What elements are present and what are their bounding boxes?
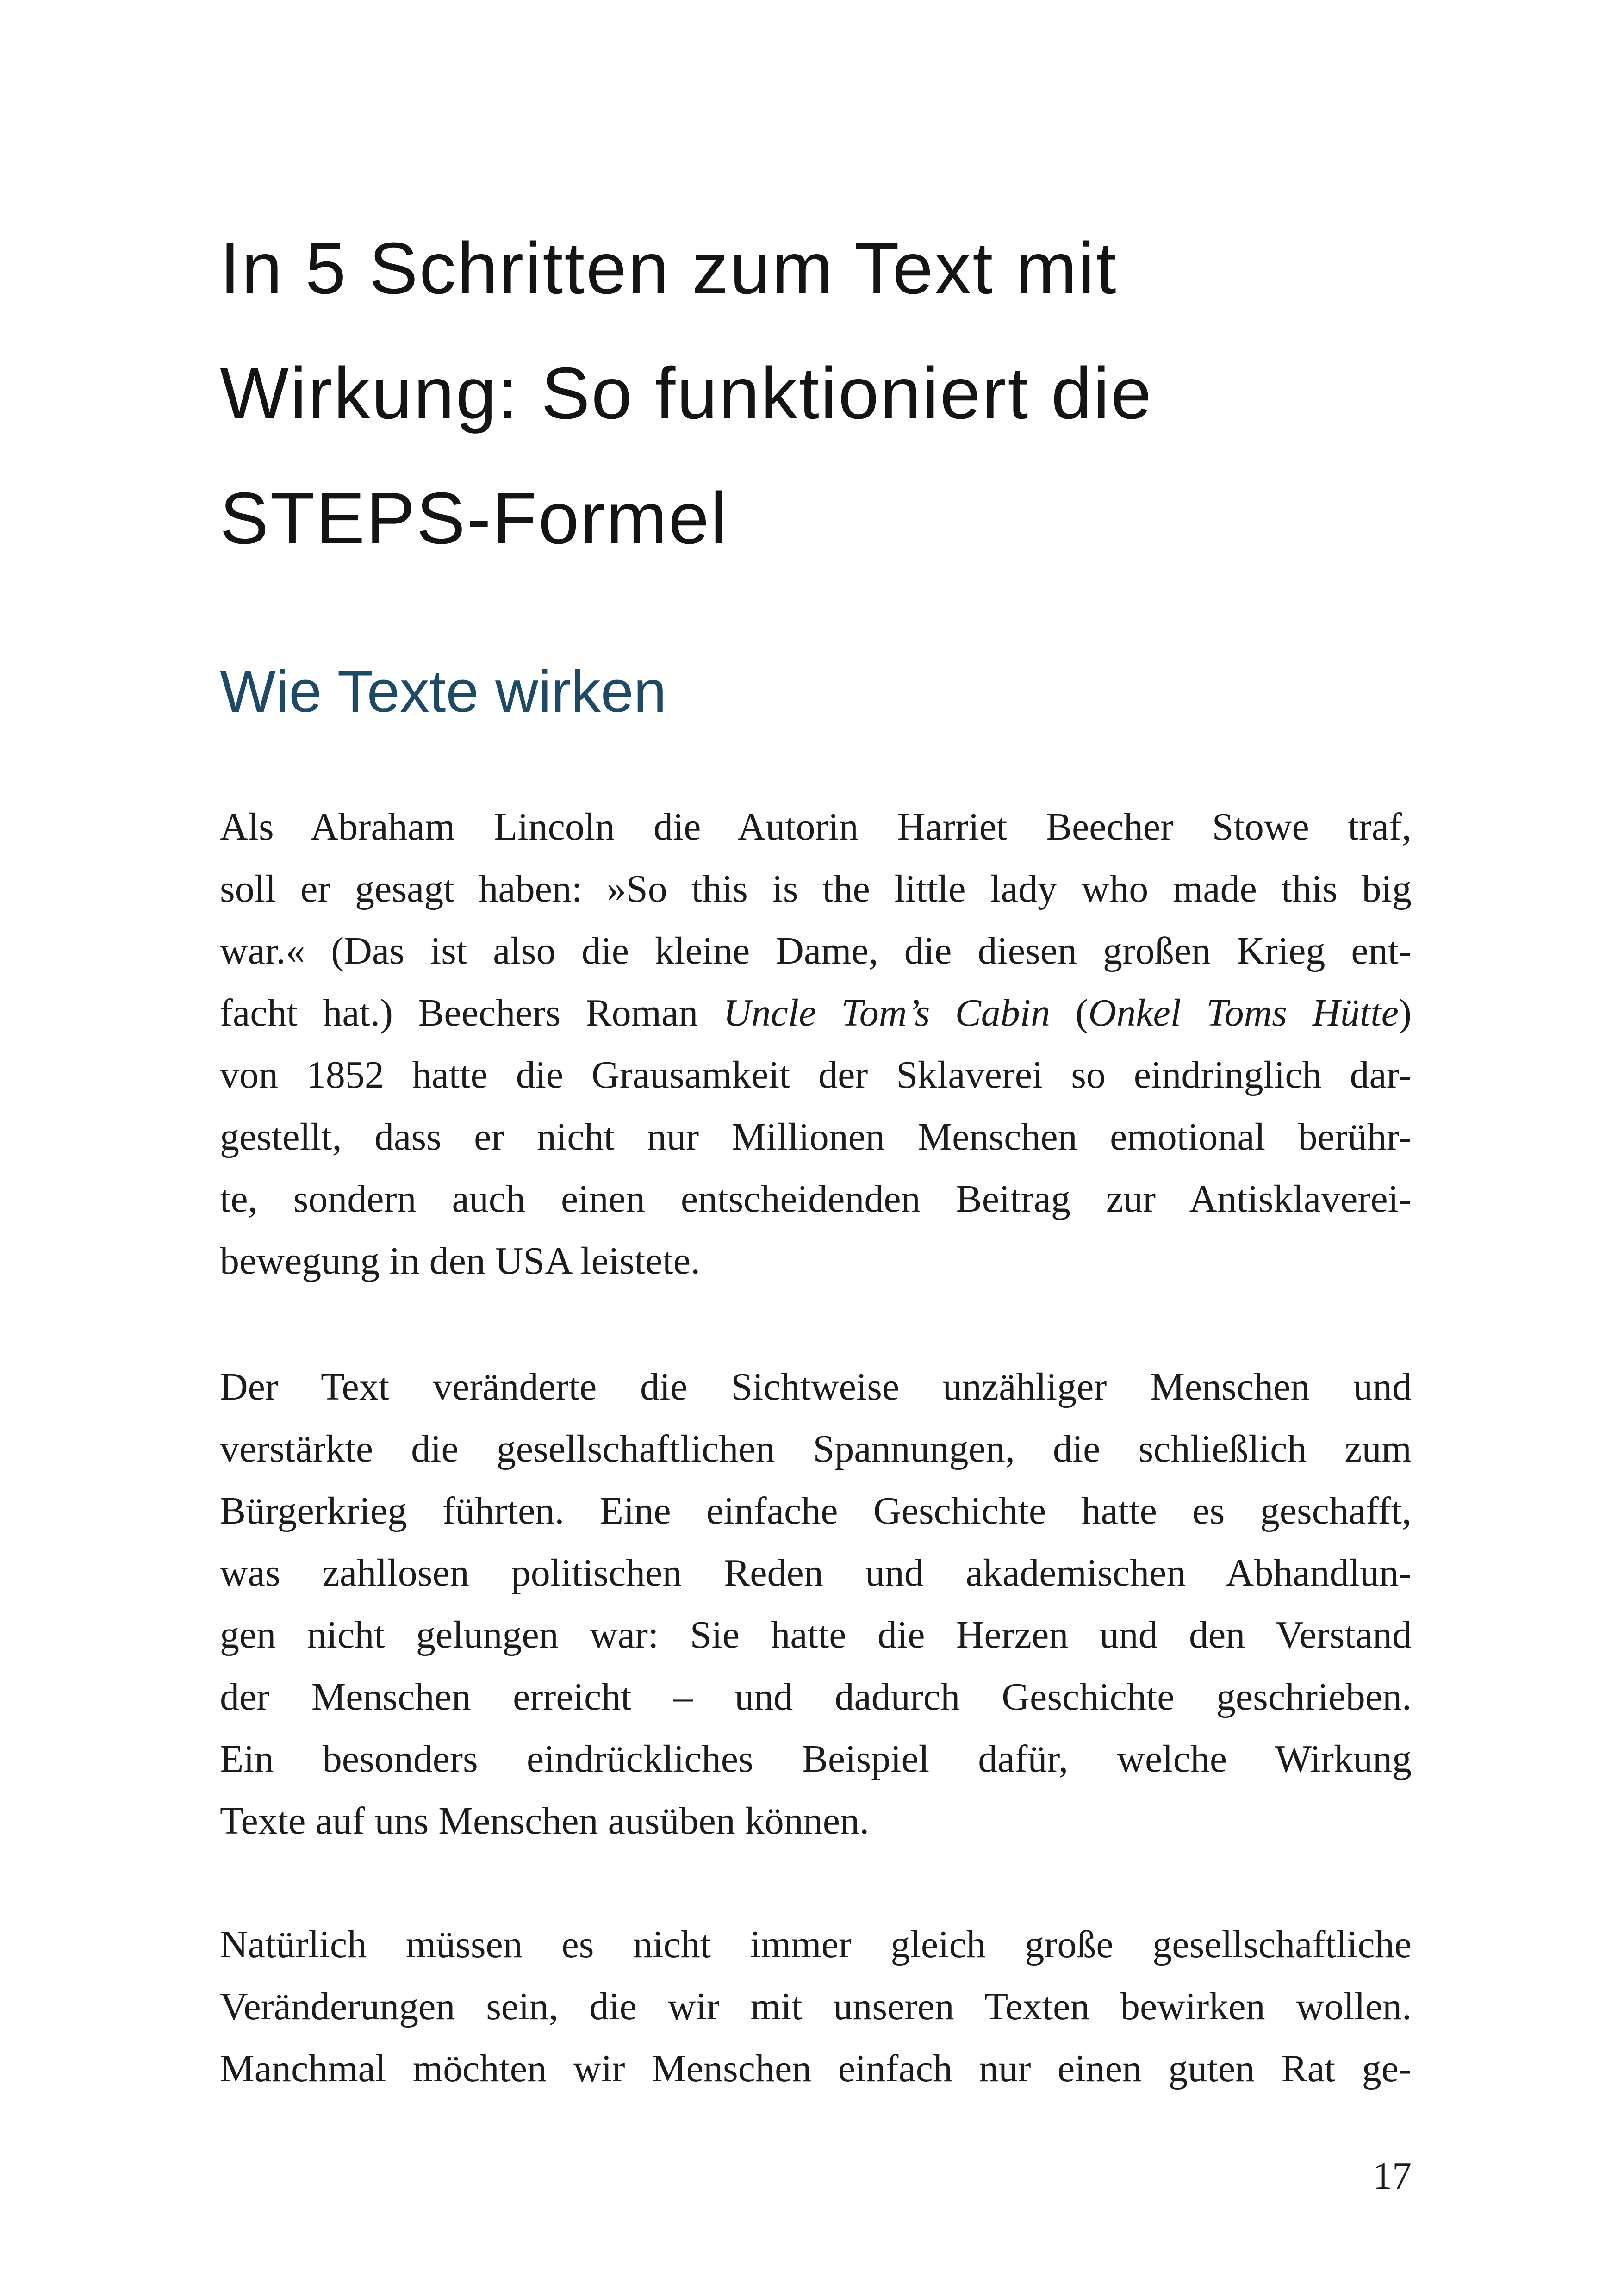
paragraph-line: soll er gesagt haben: »So this is the little lady who made this big (220, 867, 1412, 910)
paragraph-line: was zahllosen politischen Reden und akademischen Abhandlun- (220, 1551, 1412, 1594)
paragraph-line: Manchmal möchten wir Menschen einfach nur einen guten Rat ge- (220, 2047, 1412, 2090)
paragraph-line: war.« (Das ist also die kleine Dame, die diesen großen Krieg ent- (220, 929, 1412, 972)
paragraph-line: Bürgerkrieg führten. Eine einfache Geschichte hatte es geschafft, (220, 1489, 1412, 1532)
paragraph-line: Natürlich müssen es nicht immer gleich große gesellschaftliche (220, 1923, 1412, 1966)
chapter-title-line: Wirkung: So funktioniert die (220, 353, 1153, 434)
paragraph-line: Der Text veränderte die Sichtweise unzähliger Menschen und (220, 1365, 1412, 1408)
paragraph-line: Veränderungen sein, die wir mit unseren Texten bewirken wollen. (220, 1985, 1412, 2028)
text-run: ( (1050, 991, 1089, 1034)
paragraph-line: bewegung in den USA leistete. (220, 1239, 701, 1282)
chapter-title-line: STEPS-Formel (220, 478, 728, 559)
text-run: facht hat.) Beechers Roman (220, 991, 723, 1034)
paragraph-line: Als Abraham Lincoln die Autorin Harriet Beecher Stowe traf, (220, 805, 1412, 848)
text-run: ) (1399, 991, 1412, 1034)
paragraph-everyday (220, 1914, 1412, 2100)
section-heading: Wie Texte wirken (220, 659, 667, 725)
paragraph-line: der Menschen erreicht – und dadurch Geschichte geschrieben. (220, 1675, 1412, 1718)
paragraph-line: gen nicht gelungen war: Sie hatte die Herzen und den Verstand (220, 1613, 1412, 1656)
chapter-title (220, 206, 1423, 581)
paragraph-line-with-titles (220, 982, 1412, 1044)
book-title-german: Onkel Toms Hütte (1088, 991, 1399, 1034)
page-number: 17 (1373, 2154, 1412, 2197)
paragraph-lincoln (220, 796, 1412, 1292)
paragraph-line: gestellt, dass er nicht nur Millionen Menschen emotional berühr- (220, 1115, 1412, 1158)
book-title-english: Uncle Tom’s Cabin (723, 991, 1051, 1034)
chapter-title-line: In 5 Schritten zum Text mit (220, 228, 1118, 309)
paragraph-line: te, sondern auch einen entscheidenden Beitrag zur Antisklaverei- (220, 1177, 1412, 1220)
paragraph-line: Ein besonders eindrückliches Beispiel dafür, welche Wirkung (220, 1737, 1412, 1780)
paragraph-line: verstärkte die gesellschaftlichen Spannungen, die schließlich zum (220, 1427, 1412, 1470)
paragraph-line: von 1852 hatte die Grausamkeit der Sklaverei so eindringlich dar- (220, 1053, 1412, 1096)
paragraph-line: Texte auf uns Menschen ausüben können. (220, 1799, 870, 1842)
paragraph-impact (220, 1356, 1412, 1852)
